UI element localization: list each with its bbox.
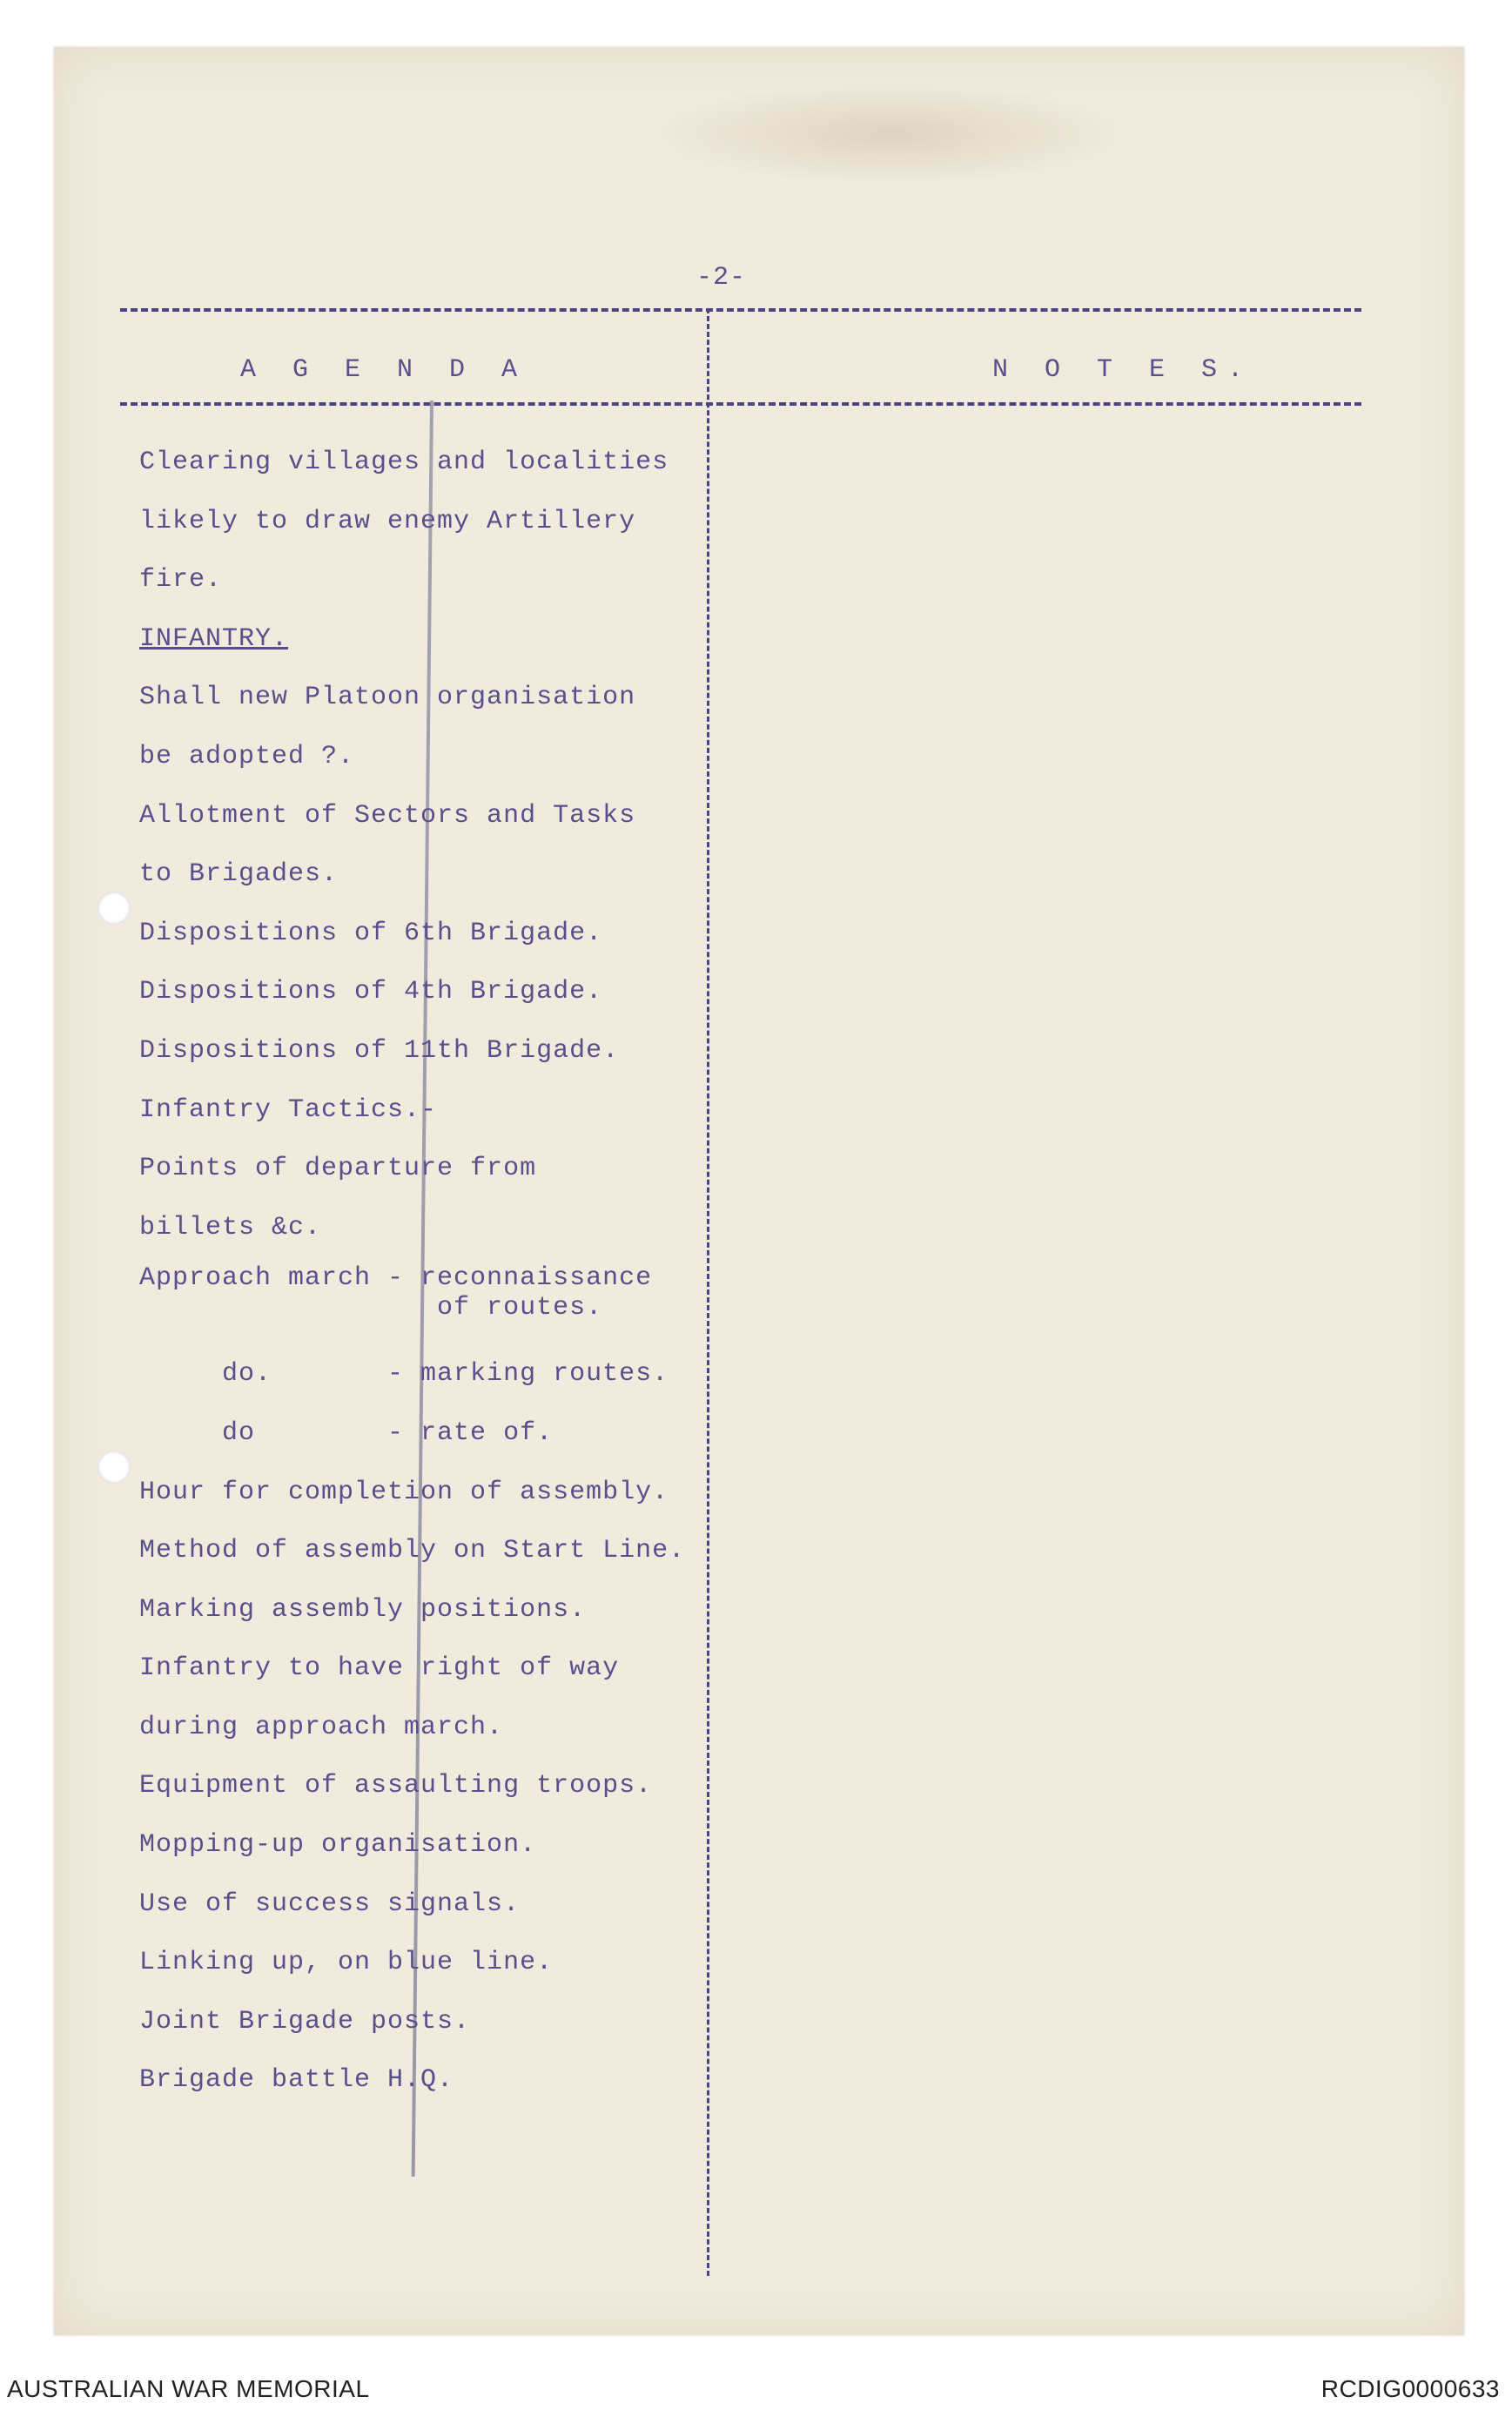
agenda-item: Dispositions of 11th Brigade. <box>139 1035 620 1066</box>
agenda-item: billets &c. <box>139 1212 322 1242</box>
agenda-item: Linking up, on blue line. <box>139 1948 554 1978</box>
top-divider <box>120 308 1361 312</box>
agenda-item: to Brigades. <box>139 859 339 890</box>
agenda-section-heading: INFANTRY. <box>139 623 289 654</box>
agenda-item: Dispositions of 6th Brigade. <box>139 918 603 948</box>
agenda-item: Joint Brigade posts. <box>139 2006 471 2037</box>
agenda-item: Dispositions of 4th Brigade. <box>139 977 603 1007</box>
agenda-item: Hour for completion of assembly. <box>139 1477 669 1507</box>
agenda-item: Infantry to have right of way <box>139 1653 620 1684</box>
punch-hole-top <box>97 892 131 925</box>
header-divider <box>120 402 1361 406</box>
agenda-item: Infantry Tactics.- <box>139 1094 438 1125</box>
agenda-heading: A G E N D A <box>240 355 528 385</box>
agenda-item: Points of departure from <box>139 1154 537 1184</box>
agenda-item: Allotment of Sectors and Tasks <box>139 800 636 831</box>
footer-source: AUSTRALIAN WAR MEMORIAL <box>7 2375 370 2402</box>
agenda-item: likely to draw enemy Artillery <box>139 506 636 536</box>
paper-stain <box>646 82 1133 186</box>
agenda-item: do. - marking routes. <box>139 1359 669 1390</box>
agenda-item: Approach march - reconnaissance of routes. <box>139 1263 653 1323</box>
page-number: -2- <box>696 263 747 293</box>
agenda-item: Mopping-up organisation. <box>139 1830 537 1861</box>
agenda-list <box>139 440 714 2117</box>
agenda-item: Shall new Platoon organisation <box>139 683 636 713</box>
agenda-item: Use of success signals. <box>139 1888 521 1919</box>
agenda-item: during approach march. <box>139 1712 504 1742</box>
agenda-item: Brigade battle H.Q. <box>139 2065 454 2096</box>
agenda-item: Clearing villages and localities <box>139 448 669 477</box>
punch-hole-bottom <box>97 1451 131 1484</box>
agenda-item: Equipment of assaulting troops. <box>139 1771 653 1801</box>
agenda-item: Marking assembly positions. <box>139 1594 587 1625</box>
agenda-item: be adopted ?. <box>139 741 355 771</box>
agenda-item: Method of assembly on Start Line. <box>139 1536 686 1566</box>
agenda-item: fire. <box>139 565 223 596</box>
notes-heading: N O T E S. <box>992 355 1254 385</box>
agenda-item: do - rate of. <box>139 1417 554 1448</box>
footer-id: RCDIG0000633 <box>1320 2375 1500 2402</box>
